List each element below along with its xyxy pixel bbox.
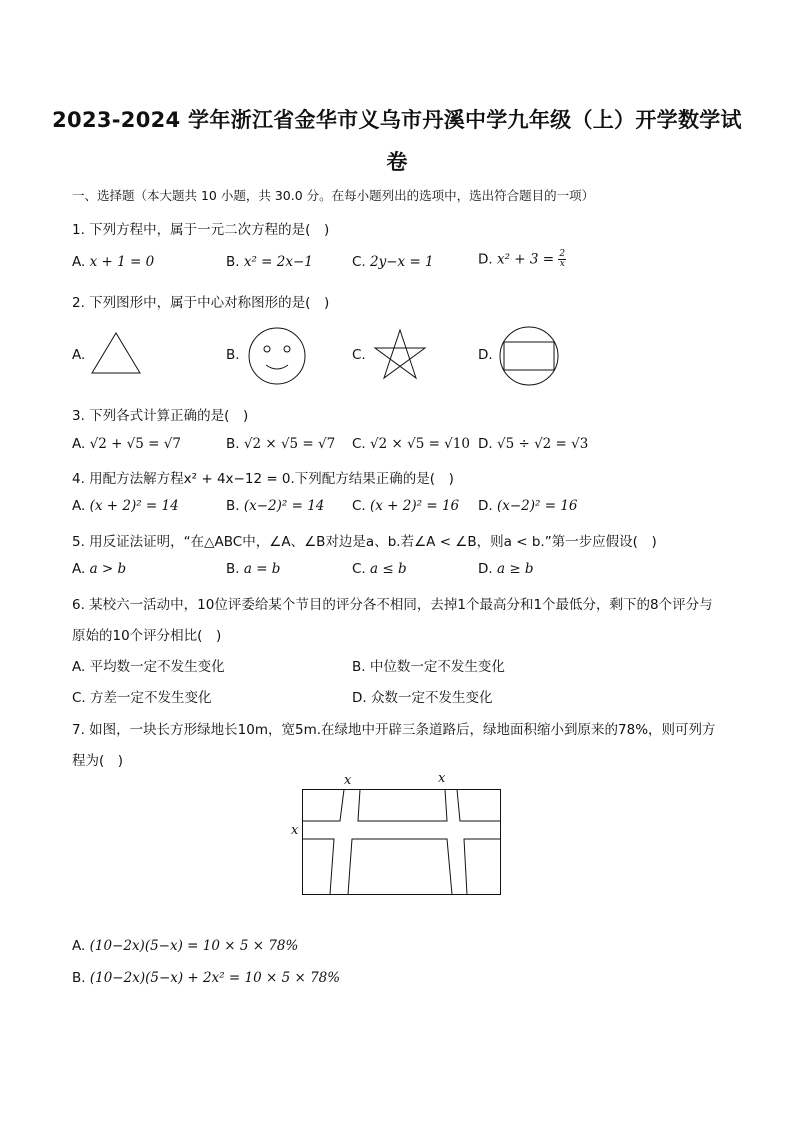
q1-option-d: D. x² + 3 = $\frac{2}{x}$ (478, 249, 566, 269)
page-title-line1: 2023-2024 学年浙江省金华市义乌市丹溪中学九年级（上）开学数学试 (52, 108, 742, 132)
q2-option-d-label: D. (478, 347, 493, 363)
star-figure (372, 328, 428, 380)
triangle-figure (90, 331, 142, 375)
q4-option-d: D. (x−2)² = 16 (478, 498, 578, 514)
q5-option-d: D. a ≥ b (478, 561, 534, 577)
q5-option-a: A. a > b (72, 561, 127, 577)
q5-option-b: B. a = b (226, 561, 281, 577)
fraction: $\frac{2}{x}$ (559, 249, 566, 269)
section-heading: 一、选择题（本大题共 10 小题，共 30.0 分。在每小题列出的选项中，选出符合题目的一项） (72, 188, 595, 203)
question-3-stem: 3. 下列各式计算正确的是( ) (72, 408, 249, 424)
figure-label-x-left-road: x (344, 773, 352, 788)
question-6-stem-line2: 原始的10个评分相比( ) (72, 628, 222, 644)
green-land-road-figure (302, 789, 502, 896)
q3-option-c: C. √2 × √5 = √10 (352, 436, 470, 452)
q6-option-b: B. 中位数一定不发生变化 (352, 659, 505, 675)
smiley-face-figure (246, 326, 308, 386)
q2-option-b-label: B. (226, 347, 240, 363)
q1-option-c: C. 2y−x = 1 (352, 254, 434, 270)
q5-option-c: C. a ≤ b (352, 561, 407, 577)
q1-option-a: A. x + 1 = 0 (72, 254, 155, 270)
circle-rectangle-figure (498, 326, 560, 386)
q1-option-b: B. x² = 2x−1 (226, 254, 313, 270)
q4-option-b: B. (x−2)² = 14 (226, 498, 325, 514)
figure-label-x-horizontal-road: x (291, 823, 299, 838)
q6-option-a: A. 平均数一定不发生变化 (72, 659, 225, 675)
question-7-stem-line2: 程为( ) (72, 753, 124, 769)
question-6-stem-line1: 6. 某校六一活动中，10位评委给某个节目的评分各不相同，去掉1个最高分和1个最低分，剩下的8个评分与 (72, 597, 713, 613)
q3-option-b: B. √2 × √5 = √7 (226, 436, 336, 452)
question-4-stem: 4. 用配方法解方程x² + 4x−12 = 0.下列配方结果正确的是( ) (72, 471, 454, 487)
q7-option-a: A. (10−2x)(5−x) = 10 × 5 × 78% (72, 938, 299, 954)
q7-option-b: B. (10−2x)(5−x) + 2x² = 10 × 5 × 78% (72, 970, 341, 986)
q4-option-c: C. (x + 2)² = 16 (352, 498, 460, 514)
q3-option-a: A. √2 + √5 = √7 (72, 436, 181, 452)
question-7-stem-line1: 7. 如图，一块长方形绿地长10m，宽5m.在绿地中开辟三条道路后，绿地面积缩小到原来的78%，则可列方 (72, 722, 716, 738)
q6-option-c: C. 方差一定不发生变化 (72, 690, 212, 706)
q2-option-a-label: A. (72, 347, 86, 363)
page-title-line2: 卷 (386, 150, 408, 174)
q3-option-d: D. √5 ÷ √2 = √3 (478, 436, 589, 452)
question-5-stem: 5. 用反证法证明，“在△ABC中，∠A、∠B对边是a、b.若∠A < ∠B，则a < b.”第一步应假设( ) (72, 534, 657, 550)
figure-label-x-right-road: x (438, 771, 446, 786)
question-1-stem: 1. 下列方程中，属于一元二次方程的是( ) (72, 222, 330, 238)
q6-option-d: D. 众数一定不发生变化 (352, 690, 493, 706)
question-2-stem: 2. 下列图形中，属于中心对称图形的是( ) (72, 295, 330, 311)
q2-option-c-label: C. (352, 347, 366, 363)
q4-option-a: A. (x + 2)² = 14 (72, 498, 179, 514)
